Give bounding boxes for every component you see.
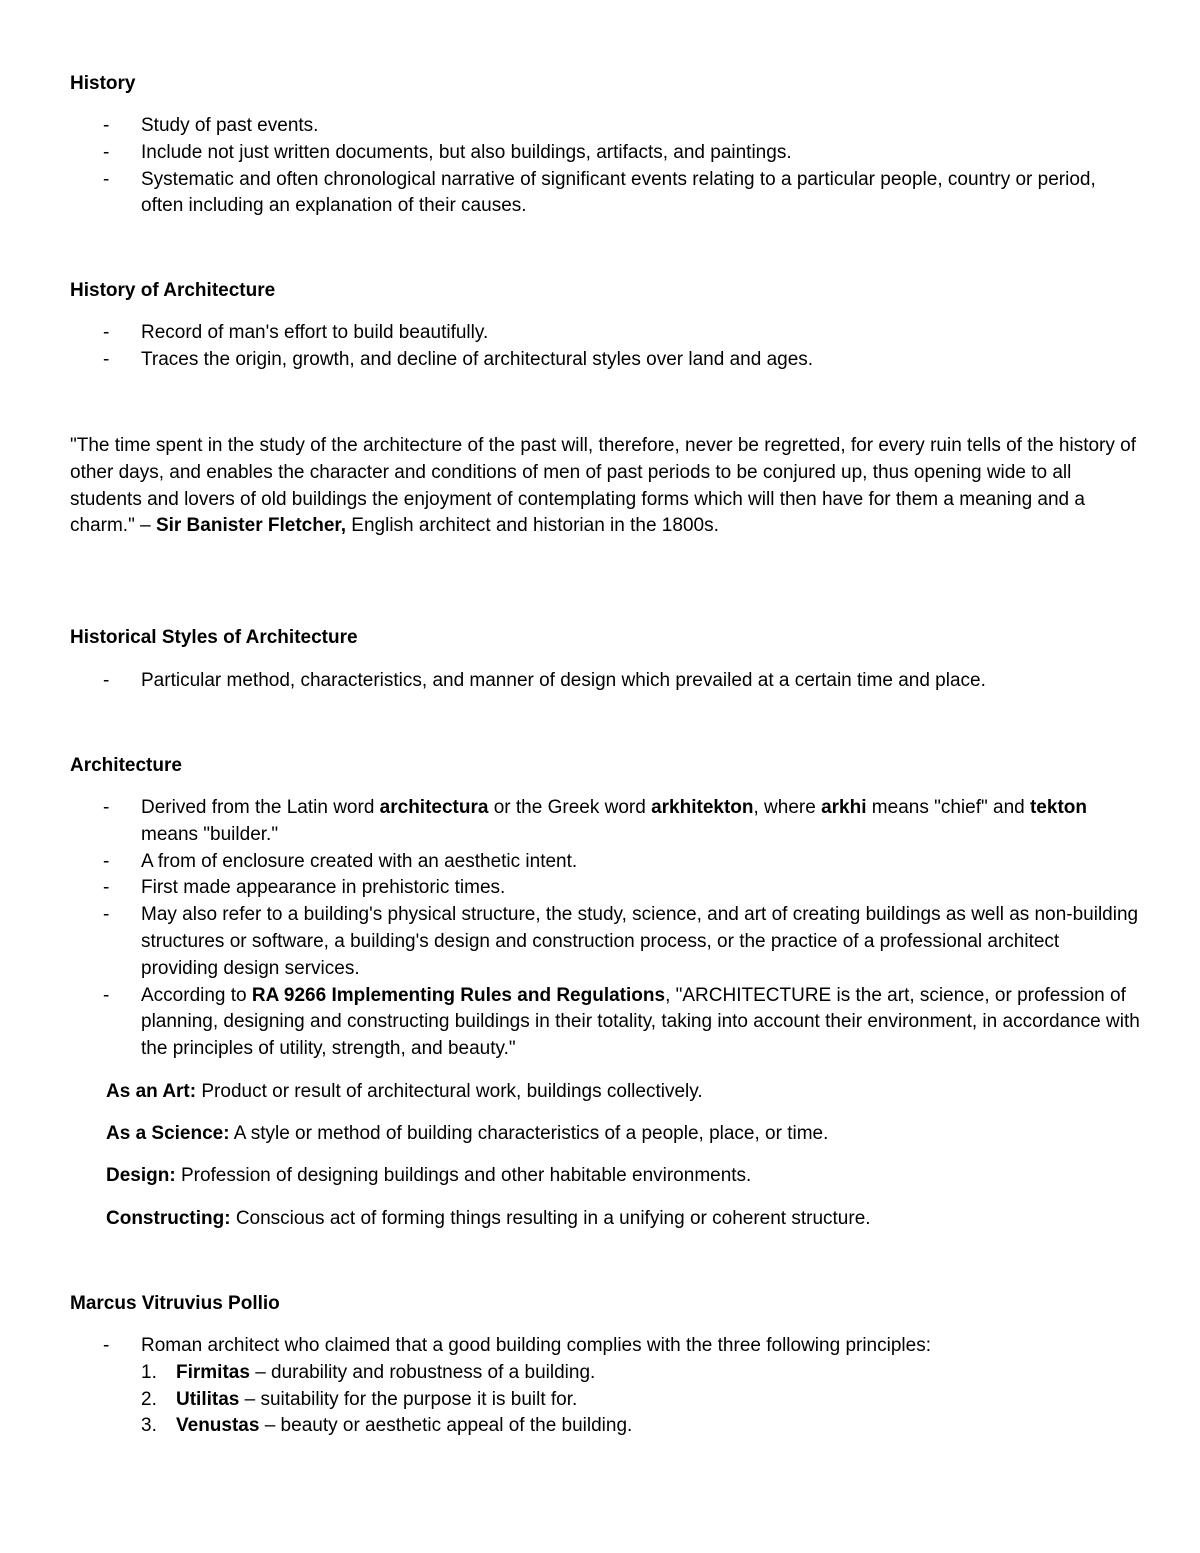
bullet-dash: - — [103, 850, 110, 872]
list-item: - Derived from the Latin word architectura or the Greek word arkhitekton, where arkhi means "chief" and tekton means "builder." — [103, 797, 1087, 845]
definition-constructing: Constructing: Conscious act of forming things resulting in a unifying or coherent structure. — [106, 1208, 871, 1229]
bullet-dash: - — [103, 168, 110, 190]
list-item: - Roman architect who claimed that a good building complies with the three following principles: 1. Firmitas – durability and robustness of a building. 2. Utilitas – suitability for the purpose it is built for. 3. Venustas – beauty or aesthetic appeal of the building. — [70, 1333, 1140, 1440]
bullet-dash: - — [103, 984, 110, 1006]
list-item: - First made appearance in prehistoric times. — [70, 875, 1140, 902]
list-item: - Particular method, characteristics, and manner of design which prevailed at a certain time and place. — [70, 668, 1140, 695]
bullet-dash: - — [103, 322, 110, 343]
historical-styles-list — [70, 668, 1140, 695]
section-heading-architecture: Architecture — [70, 755, 182, 776]
bullet-dash: - — [103, 904, 110, 926]
list-item: - According to RA 9266 Implementing Rules and Regulations, "ARCHITECTURE is the art, science, or profession of planning, designing and constructing buildings in their totality, taking into account their environment, in accordance with the principles of utility, strength, and beauty." — [103, 984, 1140, 1060]
list-item: - A from of enclosure created with an aesthetic intent. — [70, 849, 1140, 876]
architecture-list — [70, 795, 1140, 1063]
quote-author: Sir Banister Fletcher, — [155, 515, 347, 537]
section-heading-history: History — [70, 73, 136, 94]
list-item: - Study of past events. — [70, 113, 1140, 140]
fletcher-quote: "The time spent in the study of the architecture of the past will, therefore, never be regretted, for every ruin tells of the history of other days, and enables the character and conditions of men of past periods to be conjured up, thus opening wide to all students and lovers of old buildings the enjoyment of contemplating forms which will then have for them a meaning and a charm." – Sir Banister Fletcher, English architect and historian in the 1800s. — [70, 435, 1137, 537]
definition-science: As a Science: A style or method of building characteristics of a people, place, or time. — [106, 1123, 829, 1144]
bullet-dash: - — [103, 670, 110, 691]
principle-item: 3. Venustas – beauty or aesthetic appeal of the building. — [141, 1415, 633, 1437]
definition-design: Design: Profession of designing buildings and other habitable environments. — [106, 1165, 752, 1186]
bullet-dash: - — [103, 877, 110, 899]
principle-item: 1. Firmitas – durability and robustness of a building. — [141, 1361, 596, 1383]
section-heading-vitruvius: Marcus Vitruvius Pollio — [70, 1293, 280, 1314]
bullet-dash: - — [103, 1335, 110, 1356]
definition-art: As an Art: Product or result of architectural work, buildings collectively. — [106, 1081, 703, 1102]
section-heading-historical-styles: Historical Styles of Architecture — [70, 627, 358, 648]
bullet-dash: - — [103, 141, 110, 163]
list-item: - Systematic and often chronological narrative of significant events relating to a particular people, country or period, often including an explanation of their causes. — [103, 168, 1096, 217]
bullet-dash: - — [103, 348, 110, 370]
principle-item: 2. Utilitas – suitability for the purpose it is built for. — [141, 1388, 578, 1410]
list-item: - May also refer to a building's physical structure, the study, science, and art of creating buildings as well as non-building structures or software, a building's design and construction process, or the practice of a professional architect providing design services. — [103, 904, 1139, 979]
list-item: - Include not just written documents, but also buildings, artifacts, and paintings. — [70, 140, 1140, 167]
bullet-dash: - — [103, 115, 110, 136]
bullet-dash: - — [103, 797, 110, 818]
history-of-architecture-list — [70, 320, 1140, 374]
list-item: - Record of man's effort to build beautifully. — [70, 320, 1140, 347]
principles-list — [70, 1360, 1140, 1440]
vitruvius-list — [70, 1333, 1140, 1440]
history-list — [70, 113, 1140, 220]
section-heading-history-of-architecture: History of Architecture — [70, 280, 276, 301]
list-item: - Traces the origin, growth, and decline of architectural styles over land and ages. — [70, 347, 1140, 374]
